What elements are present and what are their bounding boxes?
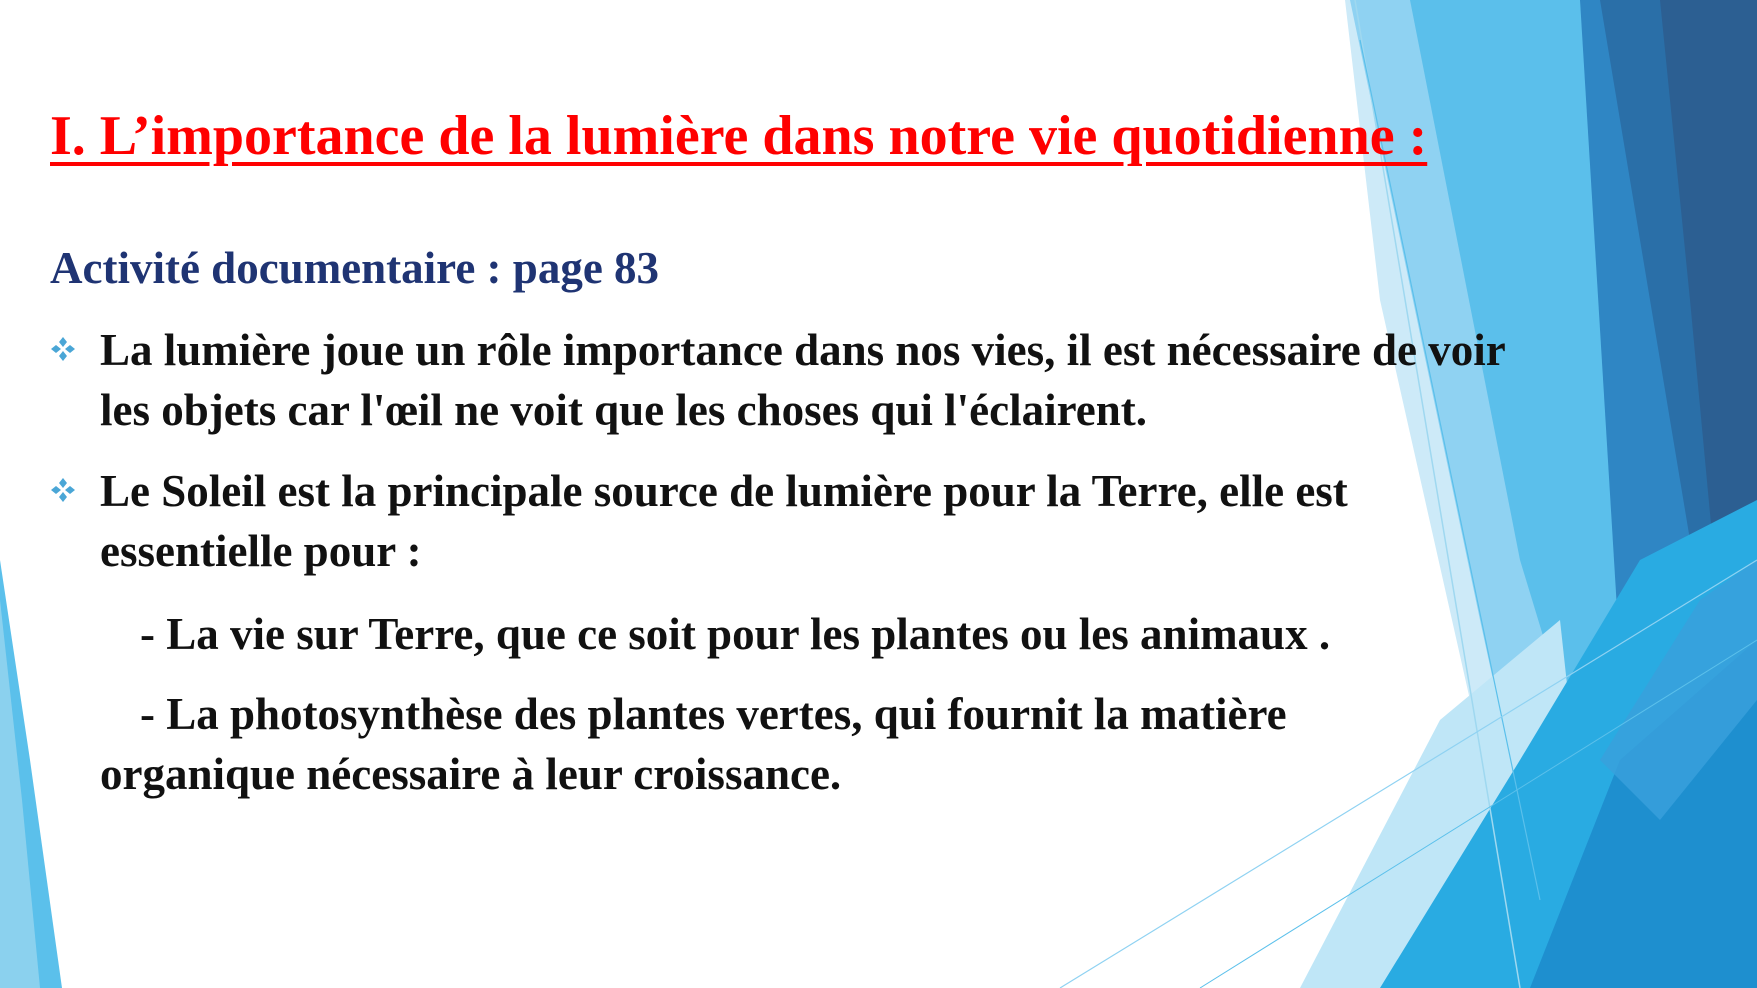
sub-item-line: - La vie sur Terre, que ce soit pour les plantes ou les animaux . [140, 609, 1331, 659]
activity-subtitle: Activité documentaire : page 83 [50, 243, 660, 293]
bullet-line: essentielle pour : [100, 526, 422, 576]
bullet-line: La lumière joue un rôle importance dans nos vies, il est nécessaire de voir [100, 325, 1506, 375]
bullet-item-2 [50, 461, 1720, 581]
four-diamond-bullet-icon [50, 461, 100, 503]
bullet-line: les objets car l'œil ne voit que les choses qui l'éclairent. [100, 385, 1148, 435]
sub-item-1 [100, 604, 1330, 664]
bullet-text [100, 461, 1348, 581]
four-diamond-bullet-icon [50, 320, 100, 362]
sub-item-line: - La photosynthèse des plantes vertes, qui fournit la matière [140, 689, 1287, 739]
bullet-text [100, 320, 1506, 440]
slide-title: I. L’importance de la lumière dans notre vie quotidienne : [50, 105, 1428, 167]
sub-item-2 [100, 684, 1287, 804]
bullet-line: Le Soleil est la principale source de lumière pour la Terre, elle est [100, 466, 1348, 516]
sub-item-line: organique nécessaire à leur croissance. [100, 749, 842, 799]
bullet-item-1 [50, 320, 1720, 440]
